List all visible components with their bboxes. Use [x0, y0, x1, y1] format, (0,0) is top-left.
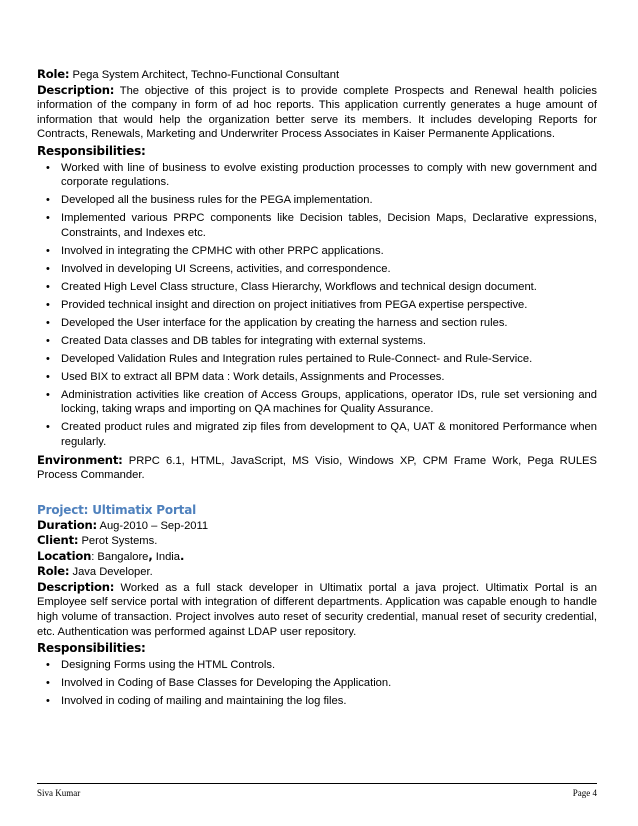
- environment-label: Environment:: [37, 452, 123, 467]
- location-end: .: [180, 548, 185, 563]
- project2-description: [37, 580, 597, 639]
- environment-value: PRPC 6.1, HTML, JavaScript, MS Visio, Windows XP, CPM Frame Work, Pega RULES Process Commander.: [37, 454, 597, 482]
- location-value: : Bangalore: [91, 550, 149, 563]
- list-item: • Involved in developing UI Screens, activities, and correspondence.: [37, 262, 597, 277]
- role-label: Role:: [37, 67, 70, 81]
- description-value: The objective of this project is to provide complete Prospects and Renewal health policies information of the company in form of ad hoc reports. This application currently generates a huge amount of information that would help the organization better serve its members. It includes developing Reports for Contracts, Renewals, Marketing and Underwriter Process Associates in Kaiser Permanente Applications.: [37, 84, 597, 141]
- page-content: [37, 67, 597, 712]
- project2-responsibilities-list: [37, 658, 597, 709]
- project2-title: Project: Ultimatix Portal: [37, 502, 197, 517]
- location-label: Location: [37, 548, 92, 563]
- project2-location: [37, 549, 597, 565]
- list-item: • Worked with line of business to evolve existing production processes to comply with new government and corporate regulations.: [37, 161, 597, 190]
- project2-role: [37, 564, 597, 580]
- list-item: • Implemented various PRPC components like Decision tables, Decision Maps, Declarative expressions, Constraints, and Indexes etc.: [37, 211, 597, 240]
- list-item: • Created High Level Class structure, Class Hierarchy, Workflows and technical design document.: [37, 280, 597, 295]
- list-item: • Created Data classes and DB tables for integrating with external systems.: [37, 334, 597, 349]
- project2-client: [37, 533, 597, 549]
- project1-responsibilities-heading: Responsibilities:: [37, 143, 146, 158]
- list-item: • Involved in coding of mailing and maintaining the log files.: [37, 694, 597, 709]
- footer-author: Siva Kumar: [37, 788, 81, 798]
- list-item: • Involved in Coding of Base Classes for Developing the Application.: [37, 676, 597, 691]
- duration-label: Duration:: [37, 517, 97, 532]
- list-item: • Used BIX to extract all BPM data : Work details, Assignments and Processes.: [37, 370, 597, 385]
- project1-environment: [37, 453, 597, 483]
- location-separator: ,: [148, 548, 153, 563]
- list-item: • Involved in integrating the CPMHC with other PRPC applications.: [37, 244, 597, 259]
- project1-description: [37, 83, 597, 142]
- role-value: Java Developer.: [69, 566, 153, 579]
- list-item: • Administration activities like creation of Access Groups, applications, operator IDs, rule set versioning and locking, taking wraps and importing on QA machines for Quality Assurance.: [37, 388, 597, 417]
- description-value: Worked as a full stack developer in Ultimatix portal a java project. Ultimatix Portal is an Employee self service portal with integration of different departments. Application was capable enough to handle high volume of transaction. Project involves auto reset of security credential, manual reset of security credential, etc. Authentication was performed against LDAP user repository.: [37, 581, 597, 638]
- list-item: • Designing Forms using the HTML Controls.: [37, 658, 597, 673]
- project2-responsibilities-heading: Responsibilities:: [37, 641, 146, 656]
- page-footer: [37, 783, 597, 798]
- project1-responsibilities-list: [37, 161, 597, 450]
- client-value: Perot Systems.: [78, 535, 158, 548]
- list-item: • Provided technical insight and direction on project initiatives from PEGA expertise perspective.: [37, 298, 597, 313]
- role-value: Pega System Architect, Techno-Functional Consultant: [69, 69, 340, 81]
- list-item: • Created product rules and migrated zip files from development to QA, UAT & monitored Performance when regularly.: [37, 420, 597, 449]
- list-item: • Developed all the business rules for the PEGA implementation.: [37, 193, 597, 208]
- list-item: • Developed the User interface for the application by creating the harness and section rules.: [37, 316, 597, 331]
- project2-duration: [37, 518, 597, 534]
- footer-page-number: Page 4: [572, 788, 597, 798]
- role-label: Role:: [37, 564, 70, 579]
- client-label: Client:: [37, 533, 79, 548]
- project1-role: [37, 67, 597, 83]
- list-item: • Developed Validation Rules and Integration rules pertained to Rule-Connect- and Rule-Service.: [37, 352, 597, 367]
- description-label: Description:: [37, 579, 115, 594]
- duration-value: Aug-2010 – Sep-2011: [97, 519, 209, 532]
- description-label: Description:: [37, 82, 115, 97]
- location-country: India: [152, 550, 181, 563]
